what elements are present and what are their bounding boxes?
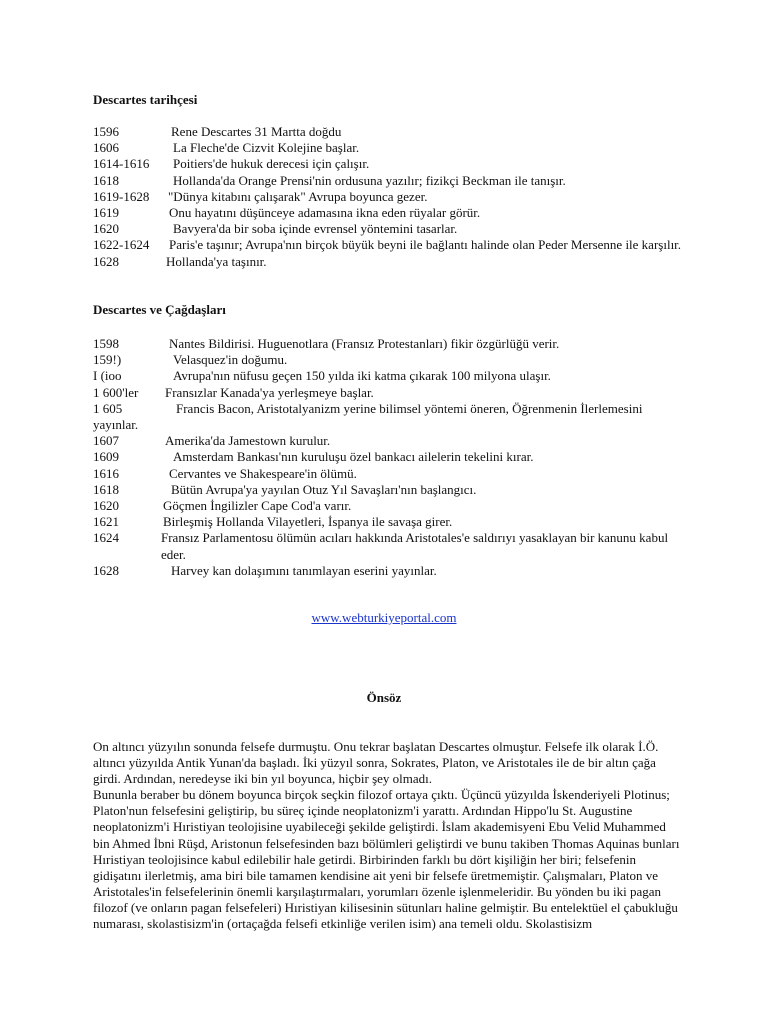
timeline-row (93, 237, 683, 253)
timeline-year: 1622-1624 (93, 237, 150, 253)
timeline-text: Göçmen İngilizler Cape Cod'a varır. (163, 498, 352, 514)
timeline-text: Hollanda'ya taşınır. (166, 253, 267, 269)
timeline-year: 1606 (93, 140, 119, 156)
timeline-row (93, 352, 683, 368)
timeline-row (93, 401, 683, 433)
timeline-text: Harvey kan dolaşımını tanımlayan eserini yayınlar. (171, 562, 437, 578)
timeline-text: Fransızlar Kanada'ya yerleşmeye başlar. (165, 384, 374, 400)
onsoz-paragraph-2: Bununla beraber bu dönem boyunca birçok seçkin filozof ortaya çıktı. Üçüncü yüzyılda İskenderiyeli Plotinus; Platon'nun felsefesini geliştirip, bu süreç içinde neoplatonizm'i yarattı. Ardından Hippo'lu St. Augustine neoplatonizm'i Hıristiyan teolojisine uyabileceği şekilde geliştirdi. İslam akademisyeni Ebu Velid Muhammed bin Ahmed İbni Rüşd, Aristonun felsefesinden bazı bölümleri geliştirdi ve bunu takiben Thomas Aquinas bunları Hıristiyan teolojisince kabul edilebilir hale getirdi. Birbirinden farklı bu dört kişiliğin her biri; felsefenin gidişatını ilerletmiş, ama biri bile tamamen kendisine ait yeni bir felsefe üretmemiştir. Çalışmaları, Platon ve Aristotales'in felsefelerinin önemli karşılaştırmaları, yorumları özenle işlenmeleridir. Bu yönden bu iki pagan filozof (ve onların pagan felsefeleri) Hıristiyan kilisesinin sütunları haline gelmiştir. Bu entelektüel el çabukluğu numarası, skolastisizm'in (ortaçağda felsefi etkinliğe verilen isim) ana temeli oldu. Skolastisizm (93, 787, 680, 932)
timeline-text: Birleşmiş Hollanda Vilayetleri, İspanya ile savaşa girer. (163, 514, 453, 530)
onsoz-body (93, 739, 683, 932)
timeline-year: 1607 (93, 433, 119, 449)
timeline-year: 1619 (93, 205, 119, 221)
timeline-row (93, 563, 683, 579)
timeline-year: 1620 (93, 221, 119, 237)
timeline-year: 1614-1616 (93, 156, 150, 172)
timeline-row (93, 140, 683, 156)
timeline-text: Onu hayatını düşünceye adamasına ikna eden rüyalar görür. (169, 205, 481, 221)
timeline-row (93, 173, 683, 189)
timeline-row (93, 466, 683, 482)
timeline-year: 1624 (93, 530, 119, 546)
timeline-text: Bavyera'da bir soba içinde evrensel yöntemini tasarlar. (173, 221, 458, 237)
timeline-row (93, 449, 683, 465)
timeline-text: Rene Descartes 31 Martta doğdu (171, 124, 342, 139)
website-link-container (0, 610, 768, 626)
timeline-text: Paris'e taşınır; Avrupa'nın birçok büyük beyni ile bağlantı halinde olan Peder Mersenne ile karşılır. (169, 237, 682, 253)
timeline-row (93, 530, 683, 562)
timeline-year: 159!) (93, 352, 122, 368)
timeline-row (93, 336, 683, 352)
section-heading-contemporaries: Descartes ve Çağdaşları (93, 302, 226, 317)
timeline-row (93, 205, 683, 221)
timeline-year: 1596 (93, 124, 119, 139)
onsoz-paragraph-1: On altıncı yüzyılın sonunda felsefe durmuştu. Onu tekrar başlatan Descartes olmuştur. Felsefe ilk olarak İ.Ö. altıncı yüzyılda Antik Yunan'da başladı. İki yüzyıl sonra, Sokrates, Platon, ve Aristotales ile de bir altın çağa girdi. Ardından, neredeyse iki bin yıl boyunca, hiçbir şey olmadı. (93, 739, 659, 787)
timeline-year: 1628 (93, 562, 119, 578)
timeline-row (93, 124, 683, 140)
section-heading-descartes-history: Descartes tarihçesi (93, 92, 198, 107)
timeline-row (93, 254, 683, 270)
timeline-row (93, 498, 683, 514)
timeline-year: 1 605 (93, 400, 123, 416)
timeline-text: Poitiers'de hukuk derecesi için çalışır. (173, 156, 370, 172)
website-link[interactable]: www.webturkiyeportal.com (311, 610, 457, 625)
timeline-text: Amsterdam Bankası'nın kuruluşu özel bankacı ailelerin tekelini kırar. (173, 449, 534, 465)
timeline-year: 1609 (93, 449, 119, 465)
timeline-row (93, 514, 683, 530)
timeline-text: La Fleche'de Cizvit Kolejine başlar. (173, 140, 360, 156)
timeline-row (93, 368, 683, 384)
timeline-text: Avrupa'nın nüfusu geçen 150 yılda iki katma çıkarak 100 milyona ulaşır. (173, 368, 551, 384)
timeline-text: "Dünya kitabını çalışarak" Avrupa boyunca gezer. (168, 188, 428, 204)
timeline-year: 1 600'ler (93, 384, 139, 400)
timeline-row (93, 433, 683, 449)
timeline-row (93, 482, 683, 498)
descartes-timeline (93, 124, 683, 270)
timeline-year: 1618 (93, 172, 119, 188)
timeline-text: Velasquez'in doğumu. (173, 352, 288, 368)
timeline-year: 1620 (93, 498, 119, 514)
timeline-year: I (ioo (93, 368, 122, 384)
timeline-row (93, 156, 683, 172)
timeline-text: Bütün Avrupa'ya yayılan Otuz Yıl Savaşları'nın başlangıcı. (171, 481, 477, 497)
timeline-text: Amerika'da Jamestown kurulur. (165, 433, 331, 449)
timeline-text: Cervantes ve Shakespeare'in ölümü. (169, 465, 357, 481)
timeline-year: 1628 (93, 253, 119, 269)
timeline-text: Francis Bacon, Aristotalyanizm yerine bilimsel yöntemi öneren, Öğrenmenin İlerlemesini yayınlar. (93, 400, 643, 433)
timeline-year: 1619-1628 (93, 188, 150, 204)
onsoz-heading: Önsöz (366, 690, 402, 705)
timeline-text: Fransız Parlamentosu ölümün acıları hakkında Aristotales'e saldırıyı yasaklayan bir kanunu kabul eder. (161, 530, 669, 562)
timeline-year: 1598 (93, 336, 119, 351)
timeline-text: Hollanda'da Orange Prensi'nin ordusuna yazılır; fizikçi Beckman ile tanışır. (173, 172, 566, 188)
timeline-row (93, 385, 683, 401)
timeline-year: 1621 (93, 514, 119, 530)
contemporaries-timeline (93, 336, 683, 579)
timeline-year: 1618 (93, 481, 119, 497)
timeline-text: Nantes Bildirisi. Huguenotlara (Fransız Protestanları) fikir özgürlüğü verir. (169, 336, 560, 351)
timeline-row (93, 221, 683, 237)
timeline-year: 1616 (93, 465, 119, 481)
timeline-row (93, 189, 683, 205)
